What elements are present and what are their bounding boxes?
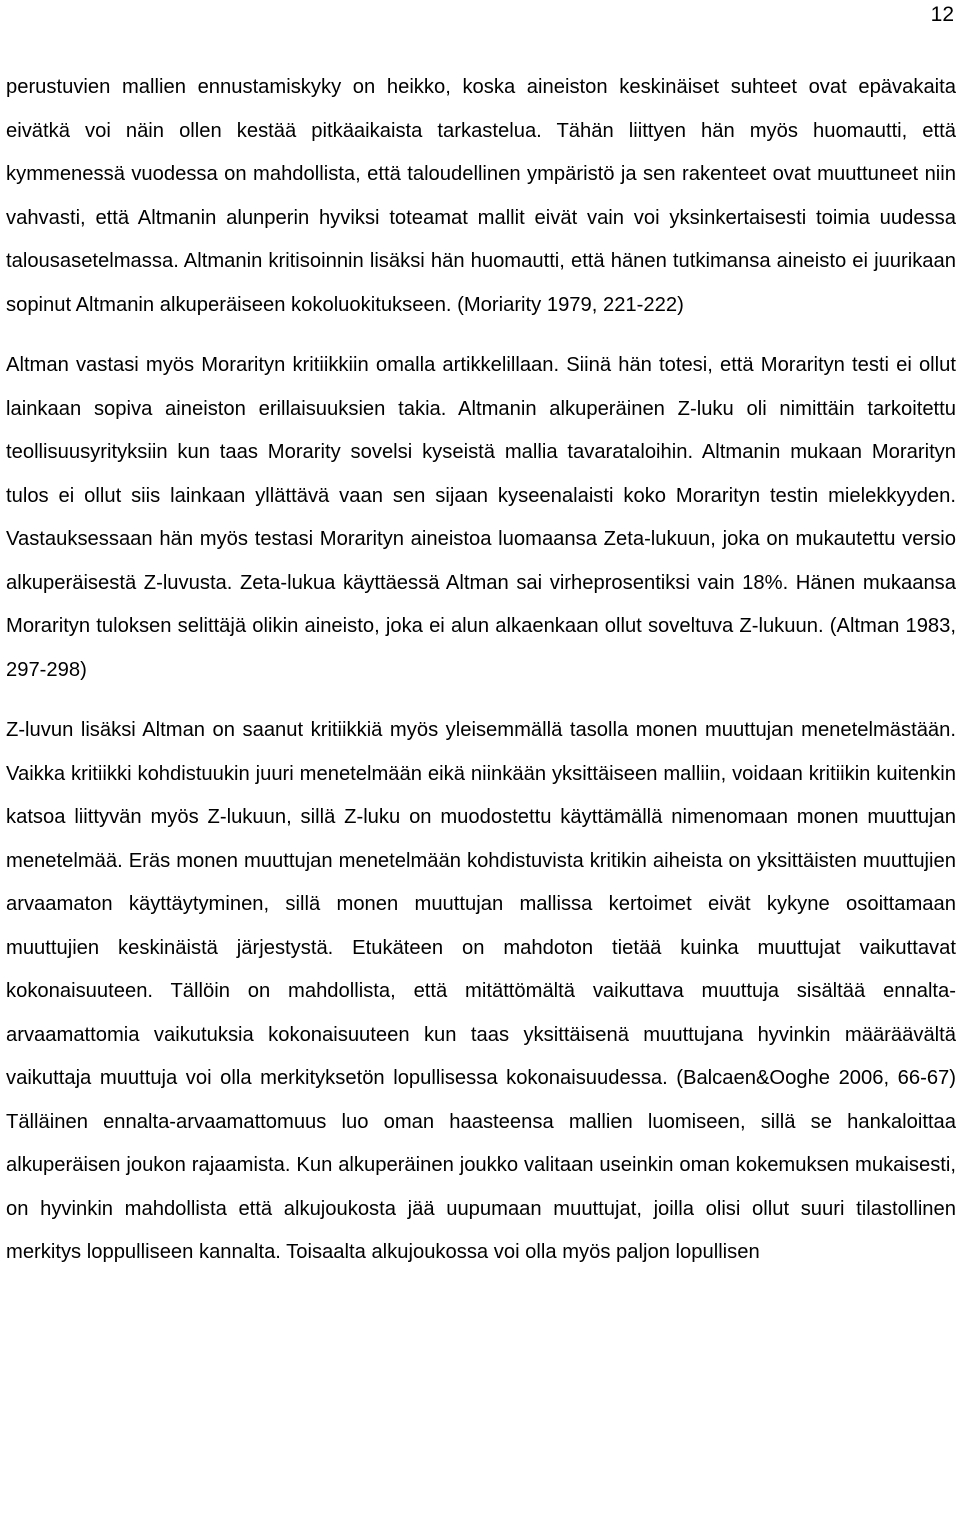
page-number: 12 bbox=[930, 3, 954, 26]
paragraph-1: perustuvien mallien ennustamiskyky on heikko, koska aineiston keskinäiset suhteet ovat epävakaita eivätkä voi näin ollen kestää pitkäaikaista tarkastelua. Tähän liittyen hän myös huomautti, että kymmenessä vuodessa on mahdollista, että taloudellinen ympäristö ja sen rakenteet ovat muuttuneet niin vahvasti, että Altmanin alunperin hyviksi toteamat mallit eivät vain voi yksinkertaisesti toimia uudessa talousasetelmassa. Altmanin kritisoinnin lisäksi hän huomautti, että hänen tutkimansa aineisto ei juurikaan sopinut Altmanin alkuperäiseen kokoluokitukseen. (Moriarity 1979, 221-222) bbox=[6, 76, 956, 316]
paragraph-3: Z-luvun lisäksi Altman on saanut kritiikkiä myös yleisemmällä tasolla monen muuttujan menetelmästään. Vaikka kritiikki kohdistuukin juuri menetelmään eikä niinkään yksittäiseen malliin, voidaan kritiikin kuitenkin katsoa liittyvän myös Z-lukuun, sillä Z-luku on muodostettu käyttämällä nimenomaan monen muuttujan menetelmää. Eräs monen muuttujan menetelmään kohdistuvista kritikin aiheista on yksittäisten muuttujien arvaamaton käyttäytyminen, sillä monen muuttujan mallissa kertoimet eivät kykyne osoittamaan muuttujien keskinäistä järjestystä. Etukäteen on mahdoton tietää kuinka muuttujat vaikuttavat kokonaisuuteen. Tällöin on mahdollista, että mitättömältä vaikuttava muuttuja sisältää ennalta-arvaamattomia vaikutuksia kokonaisuuteen kun taas yksittäisenä muuttujana hyvinkin määräävältä vaikuttaja muuttuja voi olla merkityksetön lopullisessa kokonaisuudessa. (Balcaen&Ooghe 2006, 66-67) Tälläinen ennalta-arvaamattomuus luo oman haasteensa mallien luomiseen, sillä se hankaloittaa alkuperäisen joukon rajaamista. Kun alkuperäinen joukko valitaan useinkin oman kokemuksen mukaisesti, on hyvinkin mahdollista että alkujoukosta jää uupumaan muuttujat, joilla olisi ollut suuri tilastollinen merkitys loppulliseen kannalta. Toisaalta alkujoukossa voi olla myös paljon lopullisen bbox=[6, 719, 956, 1263]
document-body bbox=[6, 66, 956, 1275]
paragraph-2: Altman vastasi myös Morarityn kritiikkiin omalla artikkelillaan. Siinä hän totesi, että Morarityn testi ei ollut lainkaan sopiva aineiston erillaisuuksien takia. Altmanin alkuperäinen Z-luku oli nimittäin tarkoitettu teollisuusyrityksiin kun taas Morarity sovelsi kyseistä mallia tavarataloihin. Altmanin mukaan Morarityn tulos ei ollut siis lainkaan yllättävä vaan sen sijaan kyseenalaisti koko Morarityn testin mielekkyyden. Vastauksessaan hän myös testasi Morarityn aineistoa luomaansa Zeta-lukuun, joka on mukautettu versio alkuperäisestä Z-luvusta. Zeta-lukua käyttäessä Altman sai virheprosentiksi vain 18%. Hänen mukaansa Morarityn tuloksen selittäjä olikin aineisto, joka ei alun alkaenkaan ollut soveltuva Z-lukuun. (Altman 1983, 297-298) bbox=[6, 354, 956, 681]
